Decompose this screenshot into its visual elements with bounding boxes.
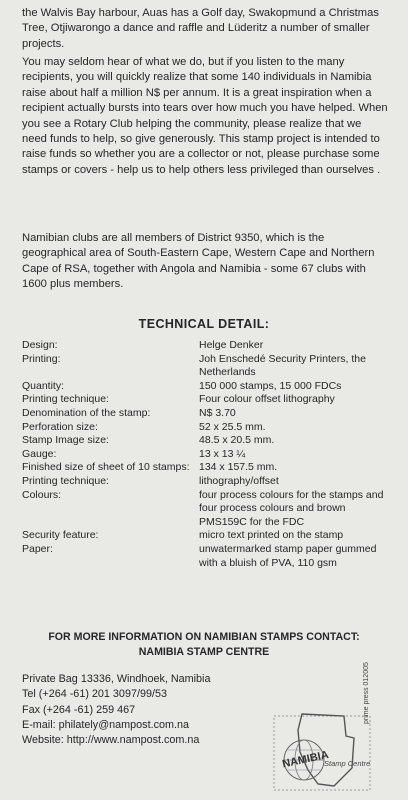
spec-row xyxy=(22,353,388,380)
spec-value: Helge Denker xyxy=(199,339,264,351)
spec-label: Perforation size: xyxy=(22,420,98,433)
spec-label: Finished size of sheet of 10 stamps: xyxy=(22,461,190,474)
spec-label: Colours: xyxy=(22,488,62,501)
spec-value: unwatermarked stamp paper gummed with a bluish of PVA, 110 gsm xyxy=(199,542,377,569)
spec-row xyxy=(22,543,388,570)
spec-row xyxy=(22,529,388,543)
spec-label: Printing: xyxy=(22,352,61,365)
logo-subtitle: Stamp Centre xyxy=(324,759,371,768)
spec-row xyxy=(22,434,388,448)
spec-label: Paper: xyxy=(22,542,53,555)
spec-value: 134 x 157.5 mm. xyxy=(199,461,278,474)
contact-heading: FOR MORE INFORMATION ON NAMIBIAN STAMPS CONTACT: xyxy=(48,631,360,643)
intro-paragraph-3: Namibian clubs are all members of District 9350, which is the geographical area of South-Eastern Cape, Western Cape and Northern Cape of RSA, together with Angola and Namibia - some 67 clubs with 1600 plus members. xyxy=(22,232,375,291)
spec-value: 150 000 stamps, 15 000 FDCs xyxy=(199,379,342,392)
spec-row xyxy=(22,448,388,462)
printer-code: prime press 012005 xyxy=(363,662,370,724)
spec-label: Printing technique: xyxy=(22,393,109,406)
spec-label: Design: xyxy=(22,339,58,351)
spec-value: 52 x 25.5 mm. xyxy=(199,420,266,433)
spec-row xyxy=(22,461,388,475)
intro-paragraph-1: the Walvis Bay harbour, Auas has a Golf day, Swakopmund a Christmas Tree, Otjiwarongo a dance and raffle and Lüderitz a number of smaller projects. xyxy=(22,7,379,50)
intro-paragraph-2: You may seldom hear of what we do, but if you listen to the many recipients, you will quickly realize that some 140 individuals in Namibia raise about half a million N$ per annum. It is a great inspiration when a recipient actually bursts into tears over how much you have helped. When you see a Rotary Club helping the community, please realize that we need funds to help, so give generously. This stamp project is intended to raise funds so whether you are a collector or not, please purchase some stamps or covers - help us to help others less privileged than ourselves . xyxy=(22,56,388,176)
contact-fax: Fax (+264 -61) 259 467 xyxy=(22,703,136,716)
spec-label: Stamp Image size: xyxy=(22,434,109,447)
spec-value: lithography/offset xyxy=(199,474,279,487)
logo-word: NAMIBIA xyxy=(281,748,330,771)
spec-value: Joh Enschedé Security Printers, the Netherlands xyxy=(199,352,366,379)
technical-detail-heading: TECHNICAL DETAIL: xyxy=(138,317,270,331)
spec-value: 48.5 x 20.5 mm. xyxy=(199,434,275,447)
spec-value: 13 x 13 ¼ xyxy=(199,447,246,460)
spec-row xyxy=(22,407,388,421)
spec-row xyxy=(22,380,388,394)
spec-label: Printing technique: xyxy=(22,474,109,487)
technical-detail-table xyxy=(22,339,388,570)
spec-row xyxy=(22,421,388,435)
spec-value: Four colour offset lithography xyxy=(199,393,335,406)
contact-website[interactable]: Website: http://www.nampost.com.na xyxy=(22,734,200,747)
spec-row xyxy=(22,339,388,353)
spec-row xyxy=(22,475,388,489)
contact-email[interactable]: E-mail: philately@nampost.com.na xyxy=(22,718,189,731)
spec-label: Quantity: xyxy=(22,379,65,392)
contact-address: Private Bag 13336, Windhoek, Namibia xyxy=(22,673,211,685)
spec-label: Security feature: xyxy=(22,529,99,542)
namibia-stamp-centre-logo xyxy=(268,706,376,796)
spec-row xyxy=(22,393,388,407)
spec-label: Denomination of the stamp: xyxy=(22,406,151,419)
contact-subheading: NAMIBIA STAMP CENTRE xyxy=(138,646,270,658)
spec-row xyxy=(22,489,388,530)
contact-telephone: Tel (+264 -61) 201 3097/99/53 xyxy=(22,688,167,701)
contact-details xyxy=(22,672,272,748)
spec-value: four process colours for the stamps and four process colours and brown PMS159C for the FDC xyxy=(199,488,384,528)
spec-value: micro text printed on the stamp xyxy=(199,529,344,542)
spec-value: N$ 3.70 xyxy=(199,406,236,419)
spec-label: Gauge: xyxy=(22,447,57,460)
